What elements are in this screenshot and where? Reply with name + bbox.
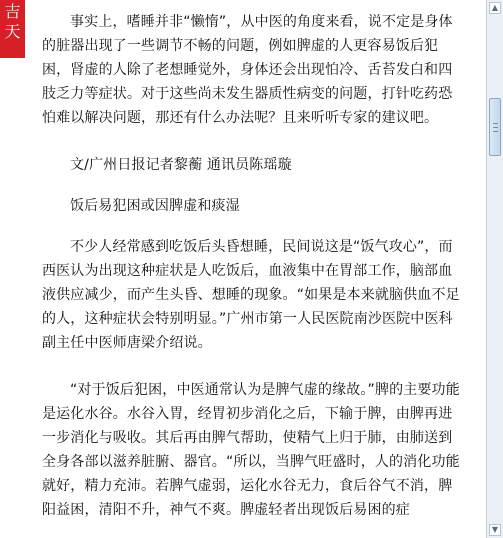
thumb-grip-line — [493, 123, 498, 124]
thumb-grip-line — [493, 127, 498, 128]
vertical-scrollbar[interactable] — [486, 0, 503, 538]
scroll-up-icon[interactable]: ▲ — [489, 2, 501, 14]
thumb-grip-line — [493, 131, 498, 132]
side-tab[interactable] — [0, 0, 25, 58]
article-paragraph: 不少人经常感到吃饭后头昏想睡，民间说这是“饭气攻心”，而西医认为出现这种症状是人吃饭后，血液集中在胃部工作，脑部血液供应减少，而产生头昏、想睡的现象。“如果是本来就脑供血不足的人，这种症状会特别明显。”广州市第一人民医院南沙医院中医科副主任中医师唐梁介绍说。 — [42, 239, 460, 351]
article-paragraph: “对于饭后犯困，中医通常认为是脾气虚的缘故。”脾的主要功能是运化水谷。水谷入胃，经胃初步消化之后，下输于脾，由脾再进一步消化与吸收。其后再由脾气帮助，使精气上归于肺，由肺送到全身各部以滋养脏腑、器官。“所以，当脾气旺盛时，人的消化功能就好，精力充沛。若脾气虚弱，运化水谷无力，食后谷气不消，脾阳益困，清阳不升，神气不爽。脾虚轻者出现饭后易困的症 — [42, 382, 460, 518]
scroll-down-icon[interactable]: ▼ — [489, 524, 501, 536]
section-heading: 饭后易犯困或因脾虚和痰湿 — [70, 198, 240, 214]
article-content — [42, 10, 460, 538]
byline: 文/广州日报记者黎蘅 通讯员陈瑶璇 — [70, 157, 292, 173]
scroll-thumb[interactable] — [489, 98, 501, 156]
article-paragraph: 事实上，嗜睡并非“懒惰”，从中医的角度来看，说不定是身体的脏器出现了一些调节不畅的问题，例如脾虚的人更容易饭后犯困，肾虚的人除了老想睡觉外，身体还会出现怕冷、舌苔发白和四肢乏力等症状。对于这些尚未发生器质性病变的问题，打针吃药恐怕难以解决问题，那还有什么办法呢？且来听听专家的建议吧。 — [42, 14, 453, 126]
side-tab-label: 吉 天 — [4, 2, 21, 41]
